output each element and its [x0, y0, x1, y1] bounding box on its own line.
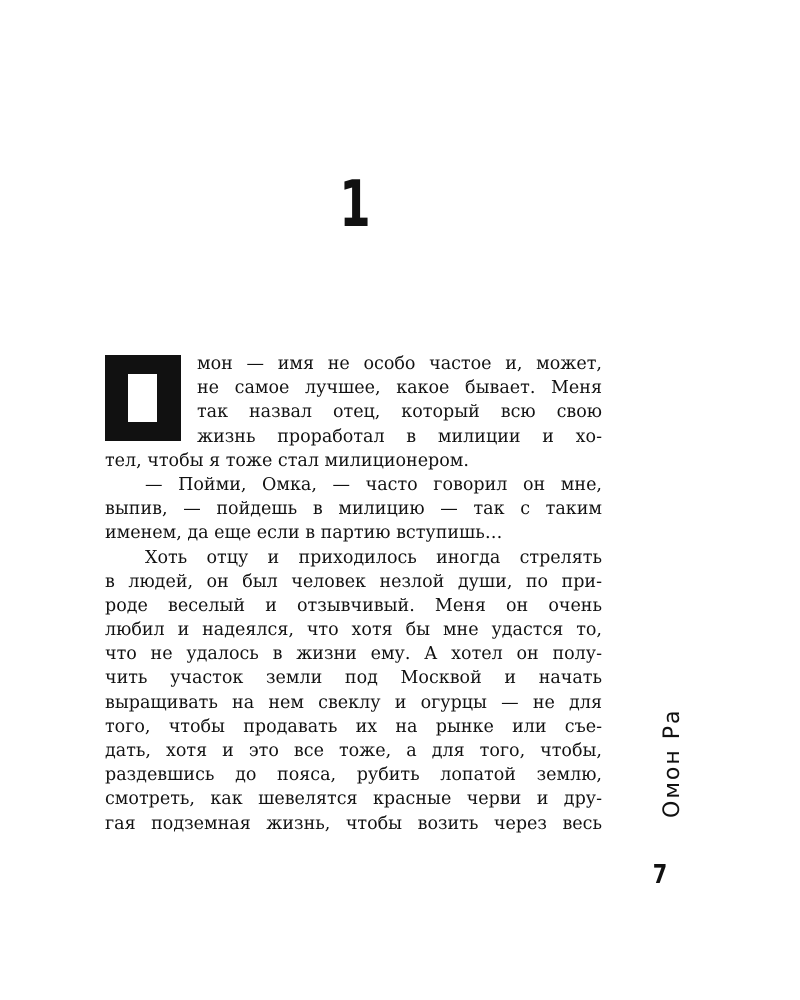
chapter-number: 1 [339, 168, 371, 242]
text-line: дать, хотя и это все тоже, а для того, чтобы, [105, 741, 602, 761]
text-line: в людей, он был человек незлой души, по при- [105, 571, 602, 592]
text-line: выпив, — пойдешь в милицию — так с таким [105, 499, 602, 520]
text-line: любил и надеялся, что хотя бы мне удастся то, [105, 620, 602, 641]
text-line: что не удалось в жизни ему. А хотел он полу- [105, 644, 602, 665]
page-number: 7 [652, 860, 668, 890]
text-line: гая подземная жизнь, чтобы возить через весь [105, 813, 602, 834]
text-line: именем, да еще если в партию вступишь… [105, 523, 503, 544]
text-line: того, чтобы продавать их на рынке или съе- [105, 716, 602, 737]
text-line: так назвал отец, который всю свою [197, 402, 602, 423]
text-line: не самое лучшее, какое бывает. Меня [197, 378, 602, 399]
text-line: раздевшись до пояса, рубить лопатой землю, [105, 765, 602, 786]
text-line: жизнь проработал в милиции и хо- [197, 426, 602, 447]
chapter-body-text [105, 352, 602, 836]
text-line: чить участок земли под Москвой и начать [105, 668, 602, 689]
text-line: мон — имя не особо частое и, может, [197, 354, 602, 374]
running-head-title: Омон Ра [660, 708, 685, 818]
text-line: тел, чтобы я тоже стал милиционером. [105, 450, 469, 471]
text-line: выращивать на нем свеклу и огурцы — не для [105, 692, 602, 713]
text-line: роде веселый и отзывчивый. Меня он очень [105, 595, 602, 616]
text-line: смотреть, как шевелятся красные черви и дру- [105, 789, 602, 810]
text-line: Хоть отцу и приходилось иногда стрелять [145, 547, 602, 568]
text-line: — Пойми, Омка, — часто говорил он мне, [145, 474, 602, 495]
